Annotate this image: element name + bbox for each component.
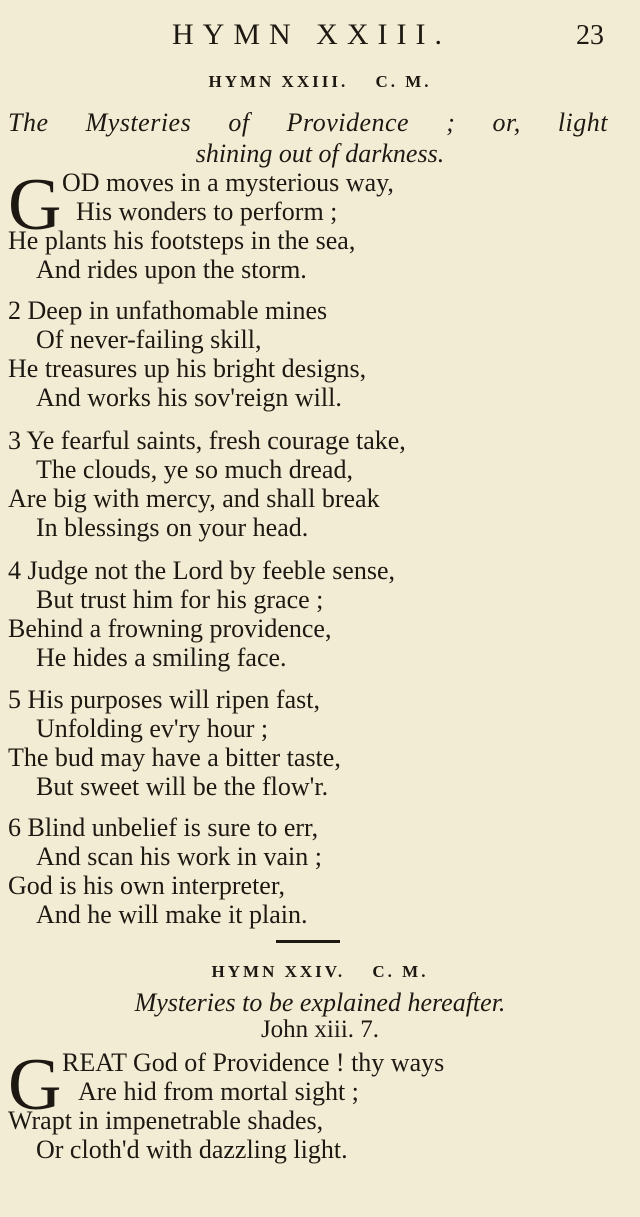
verse-line: And he will make it plain. bbox=[36, 900, 308, 929]
verse-line: But trust him for his grace ; bbox=[36, 585, 324, 614]
drop-cap: G bbox=[8, 164, 62, 246]
verse-line: God is his own interpreter, bbox=[8, 871, 285, 900]
verse-line: And rides upon the storm. bbox=[36, 255, 307, 284]
verse-line: His wonders to perform ; bbox=[76, 197, 338, 226]
hymn-subtitle: Mysteries to be explained hereafter. bbox=[134, 988, 506, 1017]
drop-cap: G bbox=[8, 1044, 62, 1126]
verse-line: 3 Ye fearful saints, fresh courage take, bbox=[8, 426, 406, 455]
verse-line: Behind a frowning providence, bbox=[8, 614, 332, 643]
hymn-meter: C. M. bbox=[375, 72, 432, 91]
verse-line: 6 Blind unbelief is sure to err, bbox=[8, 813, 319, 842]
hymn-number: HYMN XXIII. bbox=[208, 72, 349, 91]
hymn-heading bbox=[0, 962, 640, 982]
scripture-reference: John xiii. 7. bbox=[260, 1016, 380, 1043]
page-number: 23 bbox=[576, 20, 604, 51]
verse-line: Are big with mercy, and shall break bbox=[8, 484, 380, 513]
hymn-number: HYMN XXIV. bbox=[211, 962, 346, 981]
verse-line: OD moves in a mysterious way, bbox=[62, 168, 394, 197]
verse-line: 2 Deep in unfathomable mines bbox=[8, 296, 328, 325]
verse-line: In blessings on your head. bbox=[36, 513, 309, 542]
verse-line: REAT God of Providence ! thy ways bbox=[62, 1048, 445, 1077]
verse-line: Or cloth'd with dazzling light. bbox=[36, 1135, 348, 1164]
verse-line: The bud may have a bitter taste, bbox=[8, 743, 341, 772]
hymn-heading bbox=[0, 72, 640, 92]
verse-line: And scan his work in vain ; bbox=[36, 842, 322, 871]
verse-line: He plants his footsteps in the sea, bbox=[8, 226, 356, 255]
running-head bbox=[0, 18, 640, 58]
hymn-meter: C. M. bbox=[372, 962, 429, 981]
hymn-subtitle: The Mysteries of Providence ; or, light bbox=[8, 108, 608, 137]
section-divider bbox=[276, 940, 340, 943]
verse-line: The clouds, ye so much dread, bbox=[36, 455, 353, 484]
verse-line: 4 Judge not the Lord by feeble sense, bbox=[8, 556, 396, 585]
verse-line: Wrapt in impenetrable shades, bbox=[8, 1106, 324, 1135]
running-title: HYMN XXIII. bbox=[172, 18, 451, 51]
verse-line: He hides a smiling face. bbox=[36, 643, 287, 672]
verse-line: Of never-failing skill, bbox=[36, 325, 262, 354]
verse-line: But sweet will be the flow'r. bbox=[36, 772, 329, 801]
verse-line: He treasures up his bright designs, bbox=[8, 354, 367, 383]
verse-line: Are hid from mortal sight ; bbox=[78, 1077, 359, 1106]
verse-line: Unfolding ev'ry hour ; bbox=[36, 714, 269, 743]
verse-line: 5 His purposes will ripen fast, bbox=[8, 685, 320, 714]
hymn-subtitle-continued: shining out of darkness. bbox=[195, 139, 445, 168]
verse-line: And works his sov'reign will. bbox=[36, 383, 342, 412]
